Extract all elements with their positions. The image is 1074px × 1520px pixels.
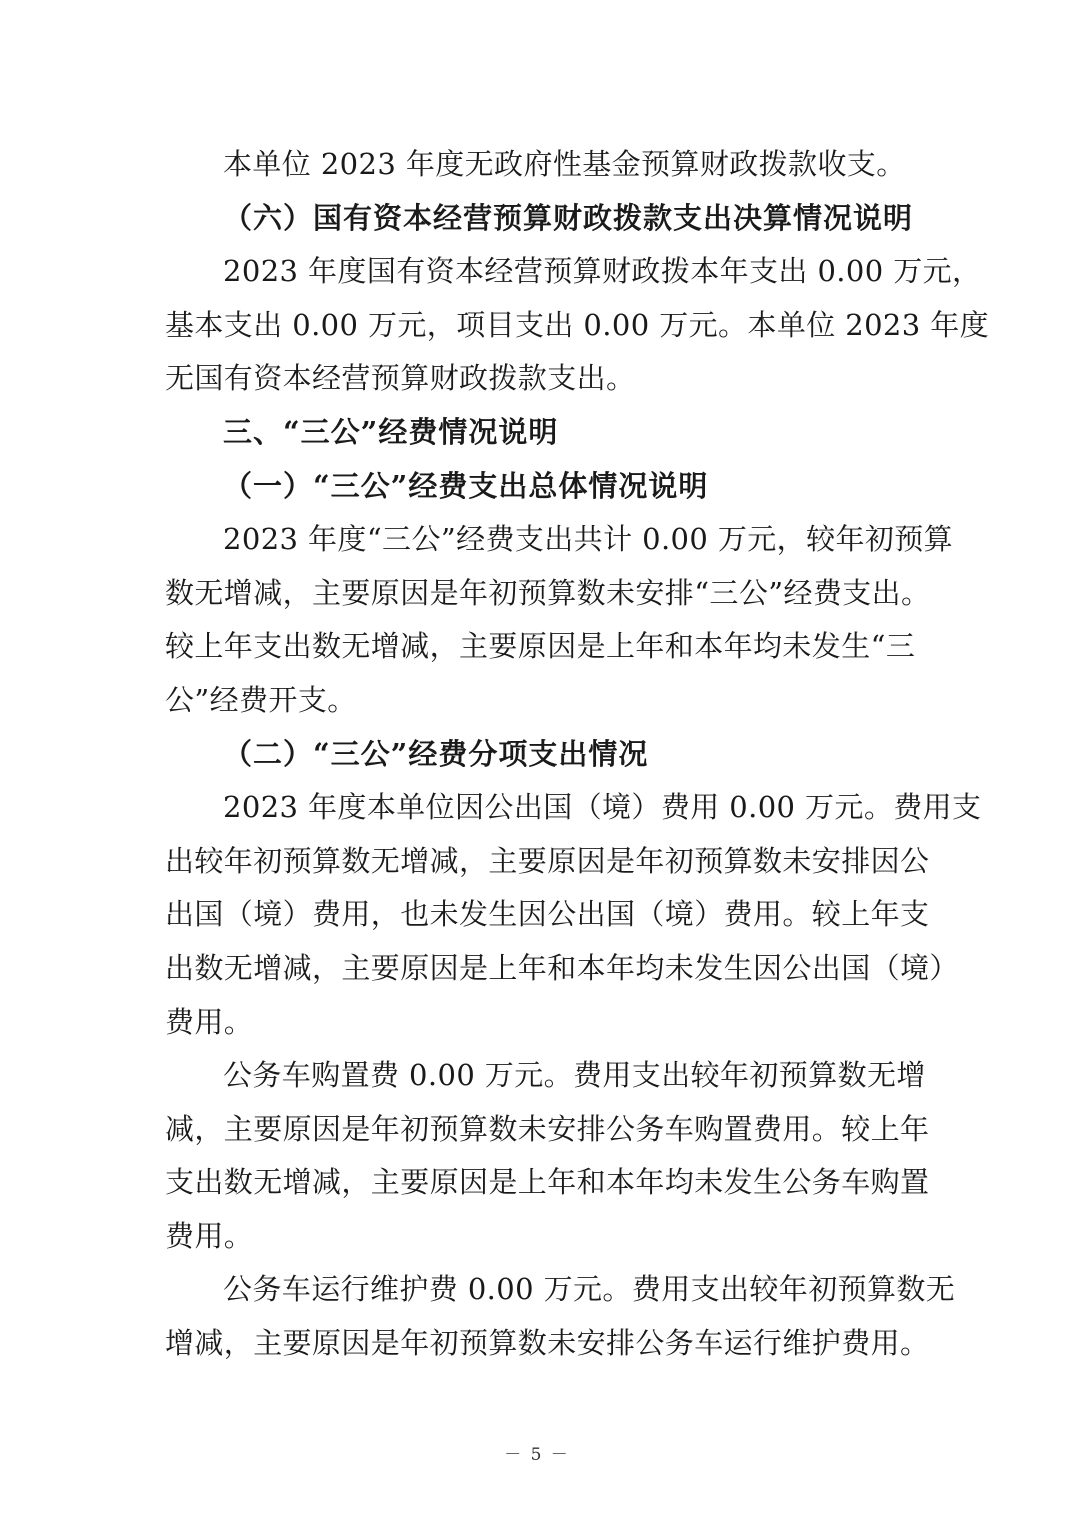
paragraph-vehicle-maintenance xyxy=(165,1263,956,1370)
page-number: － 5 － xyxy=(504,1445,570,1465)
text-line: 较上年支出数无增减，主要原因是上年和本年均未发生“三 xyxy=(165,629,916,664)
text-line: 2023 年度国有资本经营预算财政拨本年支出 0.00 万元， xyxy=(223,254,982,289)
paragraph-vehicle-purchase xyxy=(165,1049,930,1263)
text-line: 支出数无增减，主要原因是上年和本年均未发生公务车购置 xyxy=(165,1165,930,1200)
section-heading-6: （六）国有资本经营预算财政拨款支出决算情况说明 xyxy=(223,200,914,235)
text-line: 数无增减，主要原因是年初预算数未安排“三公”经费支出。 xyxy=(165,575,931,610)
section-heading-3-1: （一）“三公”经费支出总体情况说明 xyxy=(223,468,709,503)
text-line: 无国有资本经营预算财政拨款支出。 xyxy=(165,361,636,396)
text-line: 本单位 2023 年度无政府性基金预算财政拨款收支。 xyxy=(223,147,906,181)
section-heading-3-2: （二）“三公”经费分项支出情况 xyxy=(223,736,649,771)
text-line: 2023 年度本单位因公出国（境）费用 0.00 万元。费用支 xyxy=(223,790,982,825)
text-line: 增减，主要原因是年初预算数未安排公务车运行维护费用。 xyxy=(165,1326,930,1361)
text-line: 费用。 xyxy=(165,1004,254,1039)
text-line: 出数无增减，主要原因是上年和本年均未发生因公出国（境） xyxy=(165,950,959,985)
paragraph-fund-budget xyxy=(165,138,915,192)
text-line: 出较年初预算数无增减，主要原因是年初预算数未安排因公 xyxy=(165,843,930,878)
document-body xyxy=(165,138,990,1371)
text-line: 费用。 xyxy=(165,1218,254,1253)
text-line: 2023 年度“三公”经费支出共计 0.00 万元，较年初预算 xyxy=(223,522,954,557)
text-line: 减，主要原因是年初预算数未安排公务车购置费用。较上年 xyxy=(165,1111,930,1146)
text-line: 公”经费开支。 xyxy=(165,682,357,717)
section-heading-three: 三、“三公”经费情况说明 xyxy=(223,414,559,449)
text-line: 公务车购置费 0.00 万元。费用支出较年初预算数无增 xyxy=(223,1058,926,1093)
paragraph-three-public-overall xyxy=(165,513,954,727)
text-line: 出国（境）费用，也未发生因公出国（境）费用。较上年支 xyxy=(165,897,930,932)
paragraph-state-capital xyxy=(165,245,990,406)
text-line: 公务车运行维护费 0.00 万元。费用支出较年初预算数无 xyxy=(223,1272,956,1307)
paragraph-overseas-travel xyxy=(165,781,982,1049)
text-line: 基本支出 0.00 万元，项目支出 0.00 万元。本单位 2023 年度 xyxy=(165,307,990,342)
